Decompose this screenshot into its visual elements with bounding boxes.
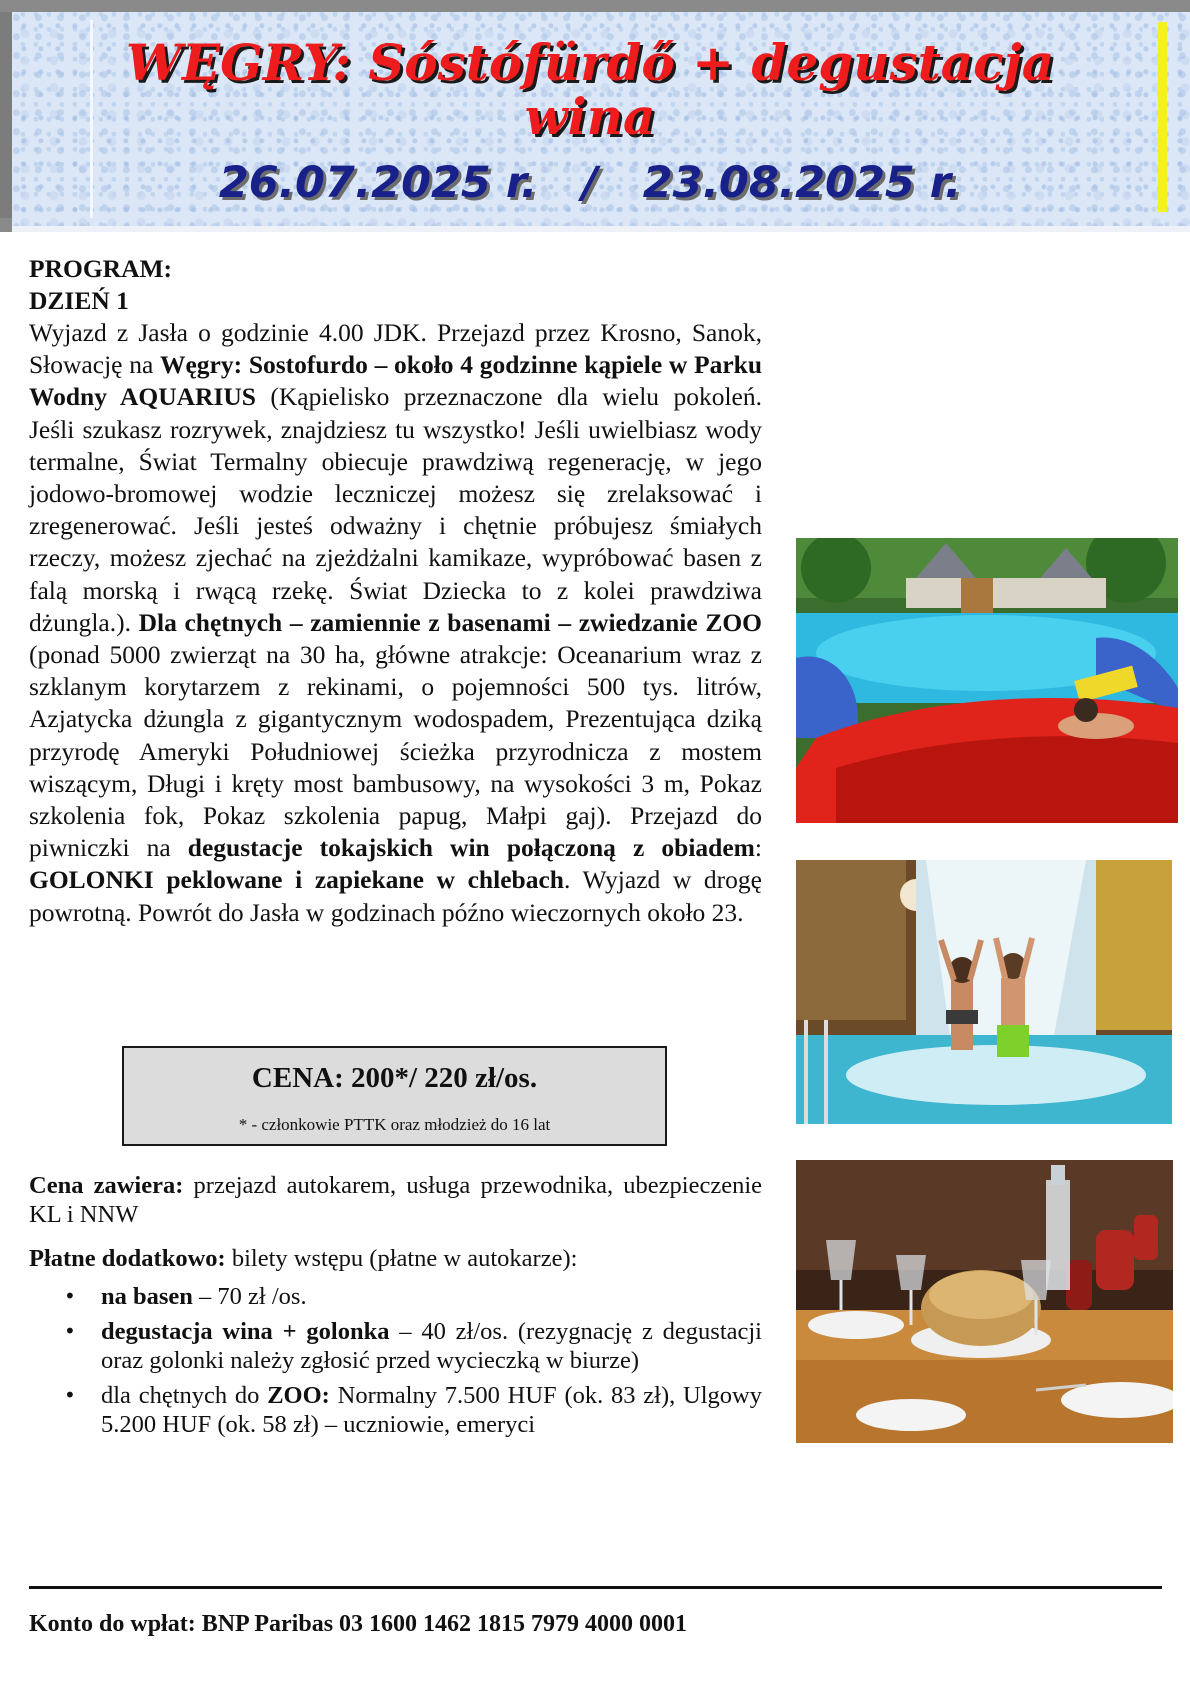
program-text-run: Wyjazd z Jasła o godzinie 4.00 JDK. Przejazd przez Krosno, Sanok, Słowację na (29, 318, 762, 380)
program-highlight: GOLONKI peklowane i zapiekane w chlebach (29, 865, 564, 895)
bank-account: Konto do wpłat: BNP Paribas 03 1600 1462 1815 7979 4000 0001 (29, 1611, 688, 1637)
banner-edge (0, 12, 12, 218)
price-value: CENA: 200*/ 220 zł/os. (251, 1062, 538, 1094)
day-heading: DZIEŃ 1 (29, 286, 129, 315)
price-includes (29, 1171, 762, 1229)
extra-item-text: Normalny 7.500 HUF (ok. 83 zł), Ulgowy 5.200 HUF (ok. 58 zł) – uczniowie, emeryci (101, 1382, 762, 1438)
includes-label: Cena zawiera: (29, 1172, 184, 1199)
waterfall-kids-photo (796, 860, 1172, 1124)
program-text-run: (ponad 5000 zwierząt na 30 ha, główne atrakcje: Oceanarium wraz z szklanym korytarzem z rekinami, o pojemności 500 tys. litrów, Azjatycka dżungla z gigantycznym wodospadem, Prezentująca dziką przyrodę Ameryki Południowej ścieżka przyrodnicza z mostem wiszącym, Długi i kręty most bambusowy, na wysokości 3 m, Pokaz szkolenia fok, Pokaz szkolenia papug, Małpi gaj). Przejazd do piwniczki na (29, 640, 762, 863)
list-item (60, 1381, 762, 1439)
program-text-run: : (754, 833, 762, 863)
program-heading: PROGRAM: (29, 254, 173, 283)
trip-dates: 26.07.2025 r. / 23.08.2025 r. (218, 158, 962, 208)
program-highlight: degustacje tokajskich win połączoną z obiadem (187, 833, 755, 863)
price-note: * - członkowie PTTK oraz młodzież do 16 lat (238, 1115, 551, 1134)
extra-item-text: – 70 zł /os. (192, 1283, 307, 1310)
program-highlight: Dla chętnych – zamiennie z basenami – zwiedzanie ZOO (138, 607, 762, 637)
extra-item-text: – 40 zł/os. (rezygnację z degustacji oraz golonki należy zgłosić przed wycieczką w biurze) (101, 1318, 762, 1374)
extras-text: bilety wstępu (płatne w autokarze): (225, 1245, 578, 1272)
accent-bar (1158, 22, 1167, 212)
wine-dinner-photo (796, 1160, 1173, 1443)
extra-item-label: degustacja wina + golonka (101, 1318, 390, 1345)
program-text-run: . Wyjazd w drogę powrotną. Powrót do Jasła w godzinach późno wieczornych około 23. (29, 865, 762, 927)
includes-text: przejazd autokarem, usługa przewodnika, ubezpieczenie KL i NNW (29, 1172, 762, 1228)
extras-label: Płatne dodatkowo: (29, 1245, 226, 1272)
aquapark-photo (796, 538, 1178, 823)
list-item (60, 1282, 762, 1311)
price-box (122, 1046, 667, 1146)
extra-item-label: ZOO: (267, 1382, 330, 1409)
program-text-run: (Kąpielisko przeznaczone dla wielu pokoleń. Jeśli szukasz rozrywek, znajdziesz tu wszystko! Jeśli uwielbiasz wody termalne, Świat Termalny obiecuje prawdziwą regenerację, w jego jodowo-bromowej wodzie leczniczej możesz się zrelaksować i zregenerować. Jeśli jesteś odważny i chętnie próbujesz śmiałych rzeczy, możesz zjechać na zjeżdżalni kamikaze, wypróbować basen z falą morską i rwącą rzekę. Świat Dziecka to z kolei prawdziwa dżungla.). (29, 382, 762, 637)
extra-item-label: na basen (101, 1283, 193, 1310)
list-item (60, 1317, 762, 1375)
program-description (29, 317, 762, 929)
footer-divider (29, 1586, 1162, 1589)
extras-list (60, 1282, 762, 1445)
program-highlight: Węgry: Sostofurdo – około 4 godzinne kąpiele w Parku Wodny AQUARIUS (29, 350, 762, 412)
page-title: WĘGRY: Sóstófürdő + degustacja wina (125, 33, 1055, 146)
extra-item-prefix: dla chętnych do (101, 1382, 268, 1409)
extras-heading (29, 1244, 762, 1273)
